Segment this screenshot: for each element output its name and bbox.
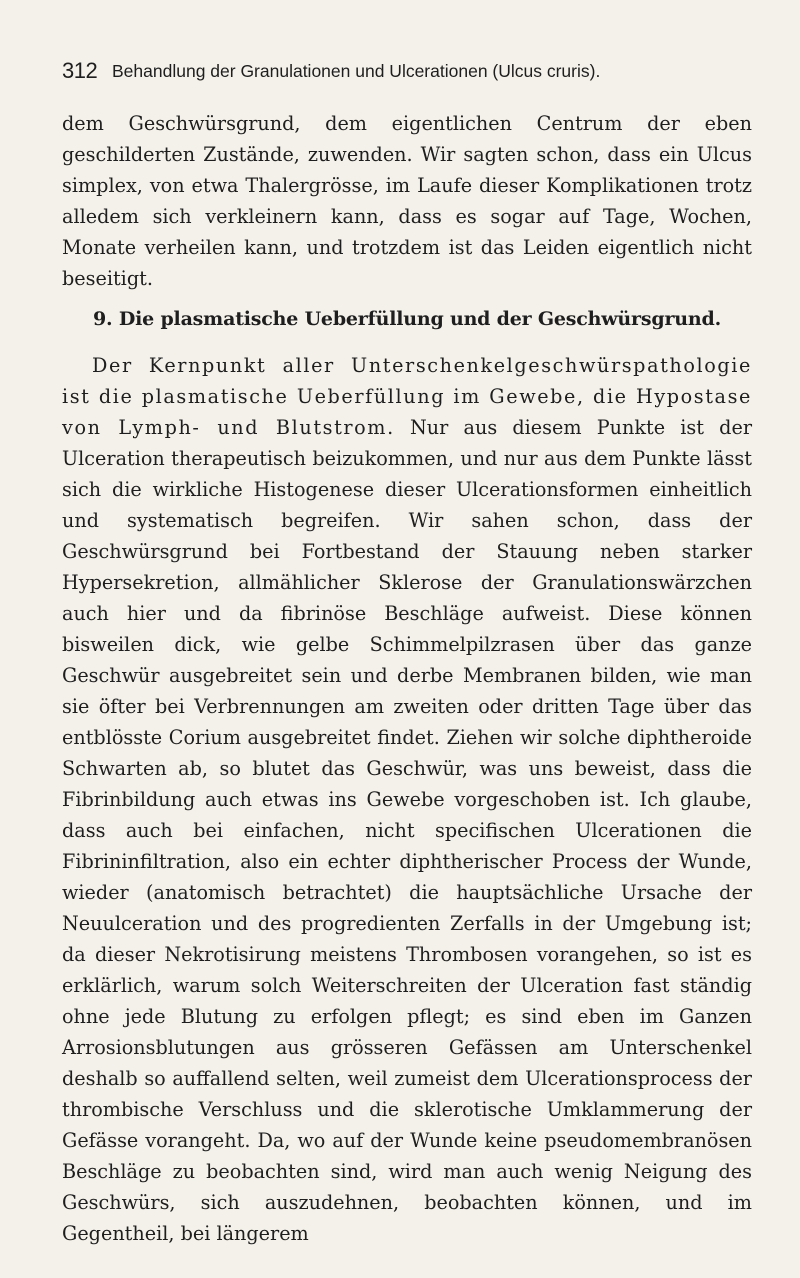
section-heading: 9. Die plasmatische Ueberfüllung und der Geschwürsgrund. <box>93 308 721 330</box>
paragraph-2 <box>62 350 752 1249</box>
paragraph-2-spaced-lead: Der Kernpunkt aller Unterschenkelgeschwürspathologie ist die plasmatische Ueberfüllung im Gewebe, die Hypostase von Lymph- und Blutstrom. <box>62 354 752 439</box>
running-title: Behandlung der Granulationen und Ulcerationen (Ulcus cruris). <box>112 61 601 81</box>
paragraph-2-rest: Nur aus diesem Punkte ist der Ulceration therapeutisch beizukommen, und nur aus dem Punkte lässt sich die wirkliche Histogenese dieser Ulcerationsformen einheitlich und systematisch begreifen. Wir sahen schon, dass der Geschwürsgrund bei Fortbestand der Stauung neben starker Hypersekretion, allmählicher Sklerose der Granulationswärzchen auch hier und da fibrinöse Beschläge aufweist. Diese können bisweilen dick, wie gelbe Schimmelpilzrasen über das ganze Geschwür ausgebreitet sein und derbe Membranen bilden, wie man sie öfter bei Verbrennungen am zweiten oder dritten Tage über das entblösste Corium ausgebreitet findet. Ziehen wir solche diphtheroide Schwarten ab, so blutet das Geschwür, was uns beweist, dass die Fibrinbildung auch etwas ins Gewebe vorgeschoben ist. Ich glaube, dass auch bei einfachen, nicht specifischen Ulcerationen die Fibrininfiltration, also ein echter diphtherischer Process der Wunde, wieder (anatomisch betrachtet) die hauptsächliche Ursache der Neuulceration und des progredienten Zerfalls in der Umgebung ist; da dieser Nekrotisirung meistens Thrombosen vorangehen, so ist es erklärlich, warum solch Weiterschreiten der Ulceration fast ständig ohne jede Blutung zu erfolgen pflegt; es sind eben im Ganzen Arrosionsblutungen aus grösseren Gefässen am Unterschenkel deshalb so auffallend selten, weil zumeist dem Ulcerationsprocess der thrombische Verschluss und die sklerotische Umklammerung der Gefässe vorangeht. Da, wo auf der Wunde keine pseudomembranösen Beschläge zu beobachten sind, wird man auch wenig Neigung des Geschwürs, sich auszudehnen, beobachten können, und im Gegentheil, bei längerem <box>62 416 752 1245</box>
page-header <box>62 58 752 88</box>
paragraph-1: dem Geschwürsgrund, dem eigentlichen Centrum der eben geschilderten Zustände, zuwenden. Wir sagten schon, dass ein Ulcus simplex, von etwa Thalergrösse, im Laufe dieser Komplikationen trotz alledem sich verkleinern kann, dass es sogar auf Tage, Wochen, Monate verheilen kann, und trotzdem ist das Leiden eigentlich nicht beseitigt. <box>62 112 752 290</box>
page-number: 312 <box>62 58 98 83</box>
